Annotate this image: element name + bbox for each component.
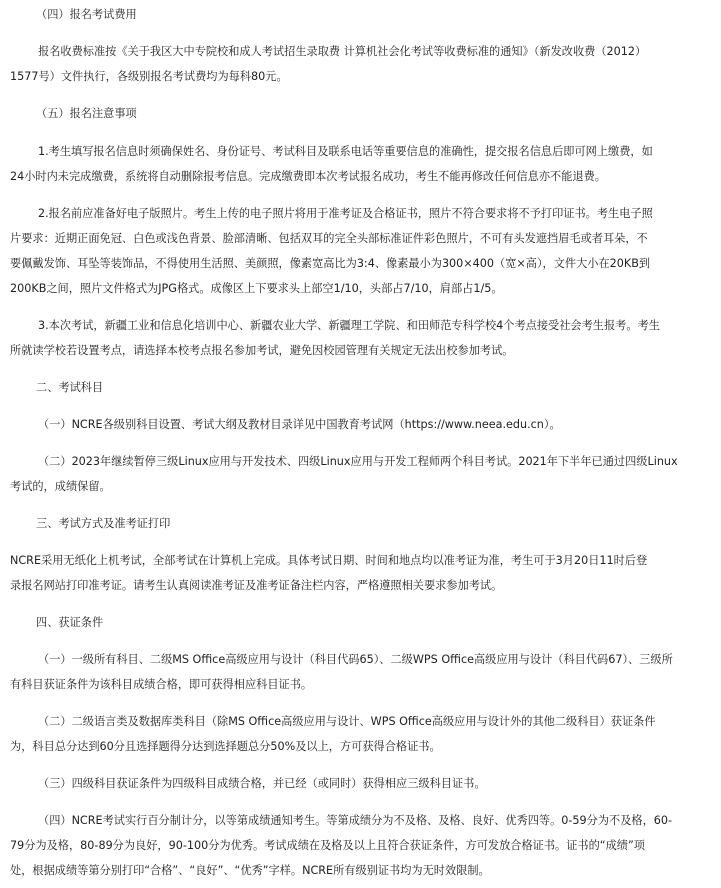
section-heading: 三、考试方式及准考证打印: [36, 517, 171, 530]
paragraph-line: 24小时内未完成缴费，系统将自动删除报考信息。完成缴费即本次考试报名成功，考生不能再修改任何信息亦不能退费。: [10, 170, 606, 183]
paragraph-line: 79分为及格，80-89分为良好，90-100分为优秀。考试成绩在及格及以上且符合获证条件，方可发放合格证书。证书的“成绩”项: [10, 839, 645, 852]
paragraph-line: 3.本次考试，新疆工业和信息化培训中心、新疆农业大学、新疆理工学院、和田师范专科学校4个考点接受社会考生报考。考生: [38, 319, 660, 332]
paragraph-line: 报名收费标准按《关于我区大中专院校和成人考试招生录取费 计算机社会化考试等收费标准的通知》（新发改收费（2012）: [38, 45, 647, 58]
paragraph-line: （一）NCRE各级别科目设置、考试大纲及教材目录详见中国教育考试网（https://www.neea.edu.cn）。: [38, 418, 561, 431]
section-heading: 二、考试科目: [36, 381, 104, 394]
section-heading: 四、获证条件: [36, 616, 104, 629]
paragraph-line: 所就读学校若设置考点，请选择本校考点报名参加考试，避免因校园管理有关规定无法出校参加考试。: [10, 344, 514, 357]
paragraph-line: 录报名网站打印准考证。请考生认真阅读准考证及准考证备注栏内容，严格遵照相关要求参加考试。: [10, 579, 503, 592]
paragraph-line: 为，科目总分达到60分且选择题得分达到选择题总分50%及以上，方可获得合格证书。: [10, 740, 441, 753]
paragraph-line: 有科目获证条件为该科目成绩合格，即可获得相应科目证书。: [10, 678, 313, 691]
paragraph-line: 2.报名前应准备好电子版照片。考生上传的电子照片将用于准考证及合格证书，照片不符合要求将不予打印证书。考生电子照: [38, 207, 653, 220]
paragraph-line: 要佩戴发饰、耳坠等装饰品，不得使用生活照、美颜照，像素宽高比为3:4、像素最小为300×400（宽×高），文件大小在20KB到: [10, 257, 651, 270]
paragraph-line: （二）2023年继续暂停三级Linux应用与开发技术、四级Linux应用与开发工程师两个科目考试。2021年下半年已通过四级Linux: [38, 455, 678, 468]
section-heading: （四）报名考试费用: [36, 8, 137, 21]
paragraph-line: （三）四级科目获证条件为四级科目成绩合格，并已经（或同时）获得相应三级科目证书。: [38, 777, 486, 790]
paragraph-line: 1.考生填写报名信息时须确保姓名、身份证号、考试科目及联系电话等重要信息的准确性，提交报名信息后即可网上缴费，如: [38, 145, 653, 158]
paragraph-line: 片要求：近期正面免冠、白色或浅色背景、脸部清晰、包括双耳的完全头部标准证件彩色照片，不可有头发遮挡眉毛或者耳朵，不: [10, 232, 648, 245]
paragraph-line: 1577号）文件执行，各级别报名考试费均为每科80元。: [10, 70, 288, 83]
section-heading: （五）报名注意事项: [36, 107, 137, 120]
paragraph-line: （二）二级语言类及数据库类科目（除MS Office高级应用与设计、WPS Office高级应用与设计外的其他二级科目）获证条件: [38, 715, 656, 728]
paragraph-line: （四）NCRE考试实行百分制计分，以等第成绩通知考生。等第成绩分为不及格、及格、良好、优秀四等。0-59分为不及格，60-: [38, 814, 673, 827]
paragraph-line: NCRE采用无纸化上机考试，全部考试在计算机上完成。具体考试日期、时间和地点均以准考证为准，考生可于3月20日11时后登: [10, 554, 648, 567]
paragraph-line: 200KB之间，照片文件格式为JPG格式。成像区上下要求头上部空1/10，头部占7/10，肩部占1/5。: [10, 282, 503, 295]
paragraph-line: 考试的，成绩保留。: [10, 480, 111, 493]
paragraph-line: 处，根据成绩等第分别打印“合格”、“良好”、“优秀”字样。NCRE所有级别证书均为无时效限制。: [10, 864, 490, 877]
paragraph-line: （一）一级所有科目、二级MS Office高级应用与设计（科目代码65）、二级WPS Office高级应用与设计（科目代码67）、三级所: [38, 653, 673, 666]
